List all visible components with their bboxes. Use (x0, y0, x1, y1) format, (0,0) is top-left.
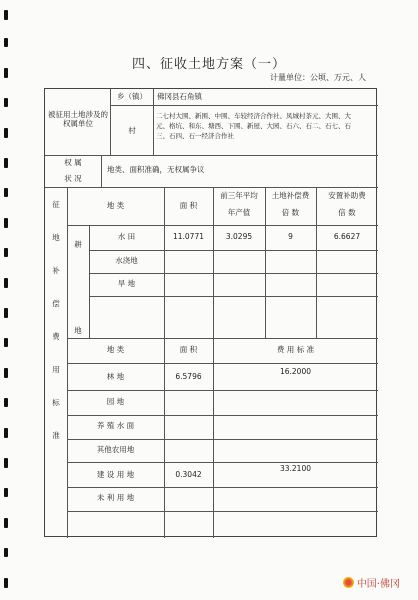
cell-land-type: 未 利 用 地 (96, 493, 135, 502)
header-area: 面 积 (179, 201, 198, 210)
watermark-text: 中国·佛冈 (356, 579, 400, 590)
ownership-status-label-bottom: 状 况 (64, 174, 82, 183)
header-land-comp-2: 倍 数 (281, 208, 300, 217)
side-char: 费 (52, 332, 60, 341)
ownership-status-value: 地类、面积准确，无权属争议 (107, 165, 205, 174)
unit-note: 计量单位：公顷、万元、人 (270, 73, 366, 82)
header-avg-output-1: 前三年平均 (220, 191, 258, 200)
cultivated-land-label (67, 239, 89, 336)
side-char: 征 (52, 200, 60, 209)
header-resettle-1: 安置补助费 (328, 191, 366, 200)
watermark (343, 575, 400, 590)
page-title: 四、征收土地方案（一） (131, 57, 286, 72)
ownership-status-label-top: 权 属 (64, 158, 82, 167)
cell-land-comp: 9 (288, 232, 293, 241)
cell-land-type: 建 设 用 地 (96, 470, 135, 479)
ownership-units-label: 被征用土地涉及的权属单位 (48, 110, 108, 128)
cell-resettle: 6.6627 (333, 232, 361, 241)
cell-land-type: 水浇地 (115, 256, 138, 265)
header2-area: 面 积 (179, 345, 198, 354)
header-land-comp-1: 土地补偿费 (271, 191, 310, 200)
side-char: 地 (52, 233, 60, 242)
side-char: 准 (52, 431, 60, 440)
header-land-type: 地 类 (106, 201, 125, 210)
side-char: 补 (52, 266, 60, 275)
logo-icon (343, 577, 354, 588)
side-char: 用 (52, 365, 60, 374)
cell-land-type: 其他农用地 (96, 445, 135, 454)
village-value-line2: 元、格坑、和东、塘西、下围、新屋、大园、石六、石二、石七、石 (156, 122, 351, 130)
cell-land-type: 养 殖 水 面 (96, 421, 135, 430)
cell-land-type: 水 田 (117, 232, 136, 241)
cell-area: 6.5796 (175, 372, 202, 381)
header-avg-output-2: 年产值 (227, 208, 251, 217)
cell-land-type: 园 地 (106, 397, 125, 406)
township-value: 佛冈县石角镇 (157, 92, 202, 101)
header-resettle-2: 倍 数 (338, 208, 356, 217)
cell-standard: 33.2100 (279, 464, 311, 473)
cell-area: 0.3042 (175, 470, 202, 479)
land-acquisition-form (44, 88, 377, 537)
header2-land-type: 地 类 (106, 345, 125, 354)
village-value-line1: 二七村大围、新围、中围、车较经济合作社、凤城村茶元、大围、大 (156, 112, 351, 120)
cell-standard: 16.2000 (279, 367, 311, 376)
cell-avg-output: 3.0295 (225, 232, 253, 241)
village-label: 村 (128, 126, 136, 135)
cell-area: 11.0771 (172, 232, 204, 241)
cultivated-char: 地 (74, 326, 82, 335)
cell-land-type: 林 地 (106, 372, 125, 381)
township-label: 乡（镇） (117, 92, 147, 101)
cell-land-type: 旱 地 (117, 279, 136, 288)
compensation-side-label (45, 199, 67, 441)
side-char: 偿 (52, 299, 60, 308)
cultivated-char: 耕 (74, 240, 82, 249)
side-char: 标 (52, 398, 60, 407)
header2-standard: 费 用 标 准 (276, 345, 315, 354)
village-value-line3: 三、石四、石一经济合作社 (156, 132, 234, 140)
